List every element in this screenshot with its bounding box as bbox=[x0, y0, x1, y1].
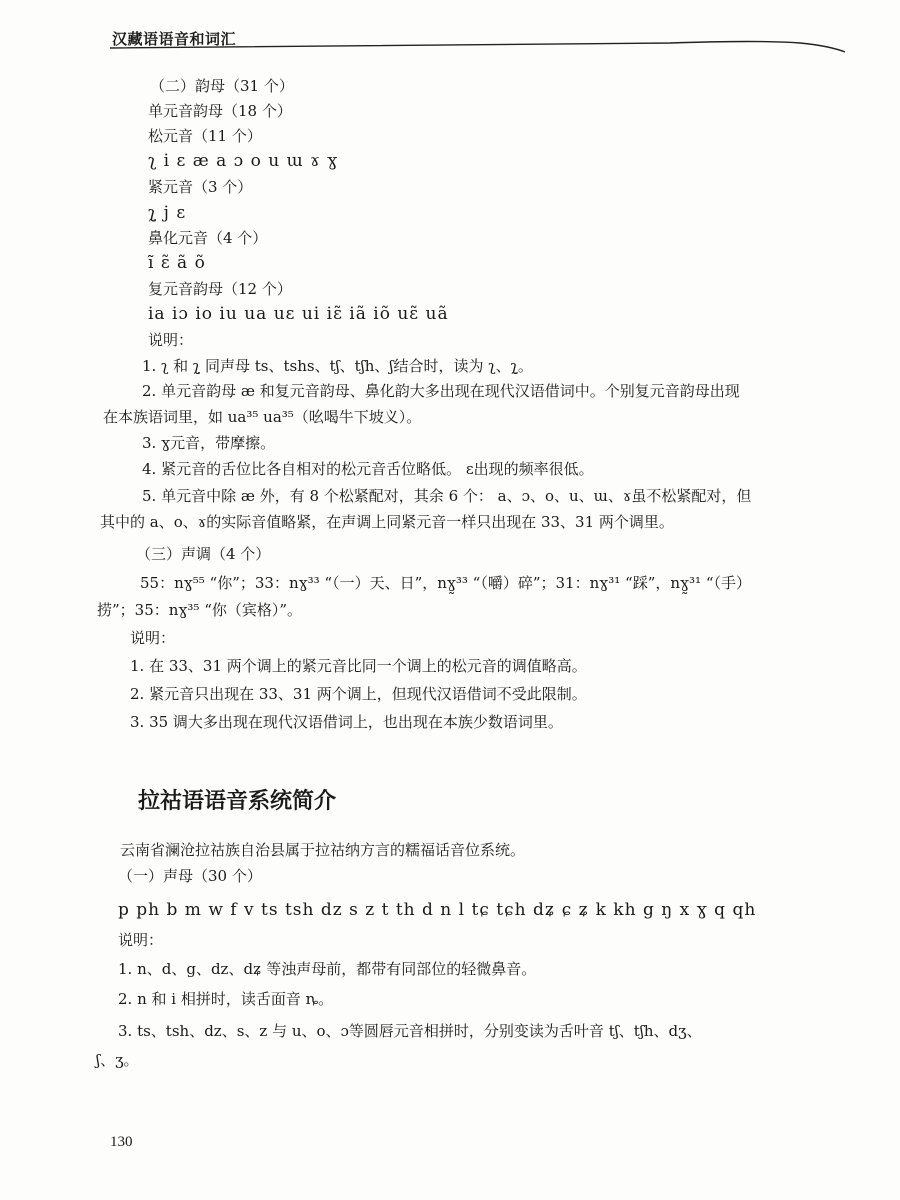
tense-vowel-list: ʅ̰ j ɛ bbox=[148, 203, 187, 223]
lahu-note-label: 说明： bbox=[118, 931, 164, 949]
section3-note-label: 说明： bbox=[130, 629, 176, 647]
section2-note-5-cont: 其中的 a、o、ɤ的实际音值略紧，在声调上同紧元音一样只出现在 33、31 两个调里。 bbox=[100, 513, 674, 531]
section2-note-2: 2. 单元音韵母 æ 和复元音韵母、鼻化韵大多出现在现代汉语借词中。个别复元音韵母出现 bbox=[142, 382, 740, 400]
lahu-note-2: 2. n 和 i 相拼时，读舌面音 ȵ。 bbox=[118, 990, 334, 1008]
running-header: 汉藏语语音和词汇 bbox=[112, 30, 237, 48]
section3-heading: （三）声调（4 个） bbox=[136, 545, 271, 563]
section3-note-2: 2. 紧元音只出现在 33、31 两个调上，但现代汉语借词不受此限制。 bbox=[130, 685, 587, 703]
header-rule bbox=[110, 34, 845, 54]
section2-note-2-cont: 在本族语词里，如 ua³⁵ ua³⁵（吆喝牛下坡义）。 bbox=[103, 408, 422, 426]
section2-note-5: 5. 单元音中除 æ 外，有 8 个松紧配对，其余 6 个： a、ɔ、o、u、ɯ、ɤ虽不松紧配对，但 bbox=[142, 487, 752, 505]
section2-heading: （二）韵母（31 个） bbox=[150, 77, 294, 95]
page-number: 130 bbox=[110, 1134, 133, 1150]
lahu-note-1: 1. n、d、g、dz、dʑ 等浊声母前，都带有同部位的轻微鼻音。 bbox=[118, 960, 537, 978]
section2-note-3: 3. ɣ元音，带摩擦。 bbox=[142, 434, 276, 452]
section3-note-1: 1. 在 33、31 两个调上的紧元音比同一个调上的松元音的调值略高。 bbox=[130, 657, 587, 675]
section2-note-label: 说明： bbox=[148, 331, 194, 349]
diphthong-heading: 复元音韵母（12 个） bbox=[148, 280, 292, 298]
tones-line-2: 捞”；35：nɣ³⁵ “你（宾格）”。 bbox=[97, 601, 303, 619]
lax-vowel-heading: 松元音（11 个） bbox=[148, 127, 262, 145]
diphthong-list: ia iɔ io iu ua uɛ ui iɛ̃ iã iõ uɛ̃ uã bbox=[148, 304, 449, 324]
lax-vowel-list: ʅ i ɛ æ a ɔ o u ɯ ɤ ɣ bbox=[148, 151, 339, 171]
lahu-initials-heading: （一）声母（30 个） bbox=[118, 867, 262, 885]
single-vowel-heading: 单元音韵母（18 个） bbox=[148, 102, 292, 120]
lahu-note-3-cont: ʃ、ʒ。 bbox=[96, 1051, 139, 1069]
lahu-initials-list: p ph b m w f v ts tsh dz s z t th d n l tɕ tɕh dʑ ɕ ʑ k kh g ŋ x ɣ q qh bbox=[118, 900, 757, 920]
section3-note-3: 3. 35 调大多出现在现代汉语借词上，也出现在本族少数语词里。 bbox=[130, 713, 563, 731]
section2-note-1: 1. ʅ 和 ʅ̰ 同声母 ts、tshs、tʃ、tʃh、ʃ结合时，读为 ʅ、ʅ̰。 bbox=[142, 357, 533, 375]
lahu-note-3: 3. ts、tsh、dz、s、z 与 u、o、ɔ等圆唇元音相拼时，分别变读为舌叶音 tʃ、tʃh、dʒ、 bbox=[118, 1022, 702, 1040]
nasal-vowel-list: ĩ ɛ̃ ã õ bbox=[148, 253, 206, 273]
nasal-vowel-heading: 鼻化元音（4 个） bbox=[148, 229, 268, 247]
tense-vowel-heading: 紧元音（3 个） bbox=[148, 178, 253, 196]
section2-note-4: 4. 紧元音的舌位比各自相对的松元音舌位略低。 ɛ出现的频率很低。 bbox=[142, 460, 594, 478]
tones-line-1: 55：nɣ⁵⁵ “你”；33：nɣ³³ “（一）天、日”，nɣ̰³³ “（嚼）碎”；31：nɣ³¹ “踩”，nɣ̰³¹ “（手） bbox=[140, 574, 751, 592]
lahu-intro: 云南省澜沧拉祜族自治县属于拉祜纳方言的糯福话音位系统。 bbox=[120, 841, 526, 859]
lahu-section-title: 拉祜语语音系统简介 bbox=[138, 789, 337, 814]
